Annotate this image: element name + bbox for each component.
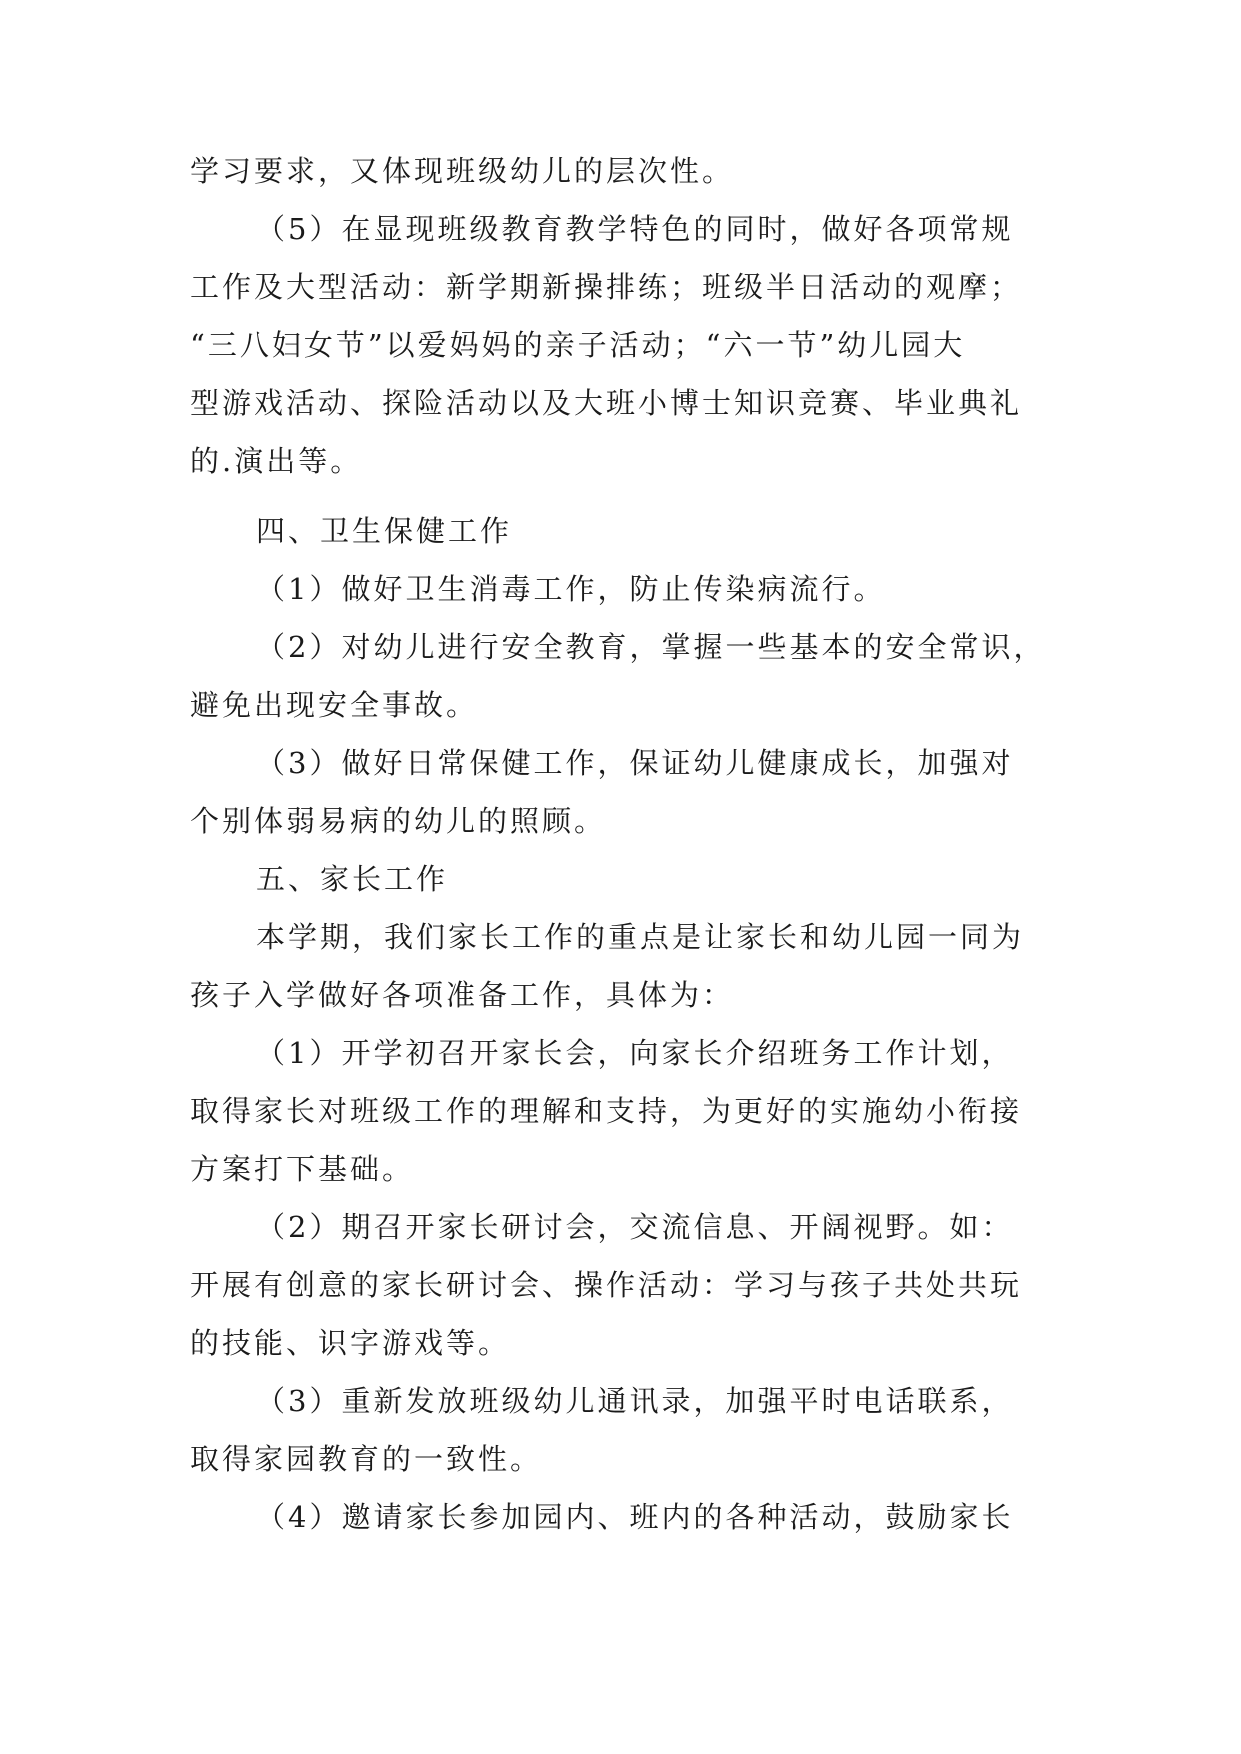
text-line: 个别体弱易病的幼儿的照顾。 [190,804,607,838]
text-line: （1）做好卫生消毒工作，防止传染病流行。 [256,572,886,606]
text-line: （4）邀请家长参加园内、班内的各种活动，鼓励家长 [256,1500,1014,1534]
text-line: （2）期召开家长研讨会，交流信息、开阔视野。如： [256,1210,1014,1244]
section-heading: 五、家长工作 [256,862,449,896]
text-line: （2）对幼儿进行安全教育，掌握一些基本的安全常识， [256,630,1046,664]
text-line: 本学期，我们家长工作的重点是让家长和幼儿园一同为 [256,920,1025,954]
text-line: 取得家园教育的一致性。 [190,1442,543,1476]
text-line: 开展有创意的家长研讨会、操作活动：学习与孩子共处共玩 [190,1268,1023,1302]
text-line: （5）在显现班级教育教学特色的同时，做好各项常规 [256,212,1014,246]
text-line: 型游戏活动、探险活动以及大班小博士知识竞赛、毕业典礼 [190,386,1023,420]
text-line: （1）开学初召开家长会，向家长介绍班务工作计划， [256,1036,1014,1070]
text-line: “三八妇女节”以爱妈妈的亲子活动；“六一节”幼儿园大 [190,328,966,362]
text-line: 方案打下基础。 [190,1152,415,1186]
text-line: 的.演出等。 [190,444,363,478]
text-line: （3）重新发放班级幼儿通讯录，加强平时电话联系， [256,1384,1014,1418]
text-line: 避免出现安全事故。 [190,688,479,722]
text-line: 孩子入学做好各项准备工作，具体为： [190,978,735,1012]
text-line: 学习要求，又体现班级幼儿的层次性。 [190,154,735,188]
text-line: 取得家长对班级工作的理解和支持，为更好的实施幼小衔接 [190,1094,1023,1128]
section-heading: 四、卫生保健工作 [256,514,513,548]
text-line: （3）做好日常保健工作，保证幼儿健康成长，加强对 [256,746,1014,780]
text-line: 的技能、识字游戏等。 [190,1326,511,1360]
text-line: 工作及大型活动：新学期新操排练；班级半日活动的观摩； [190,270,1023,304]
